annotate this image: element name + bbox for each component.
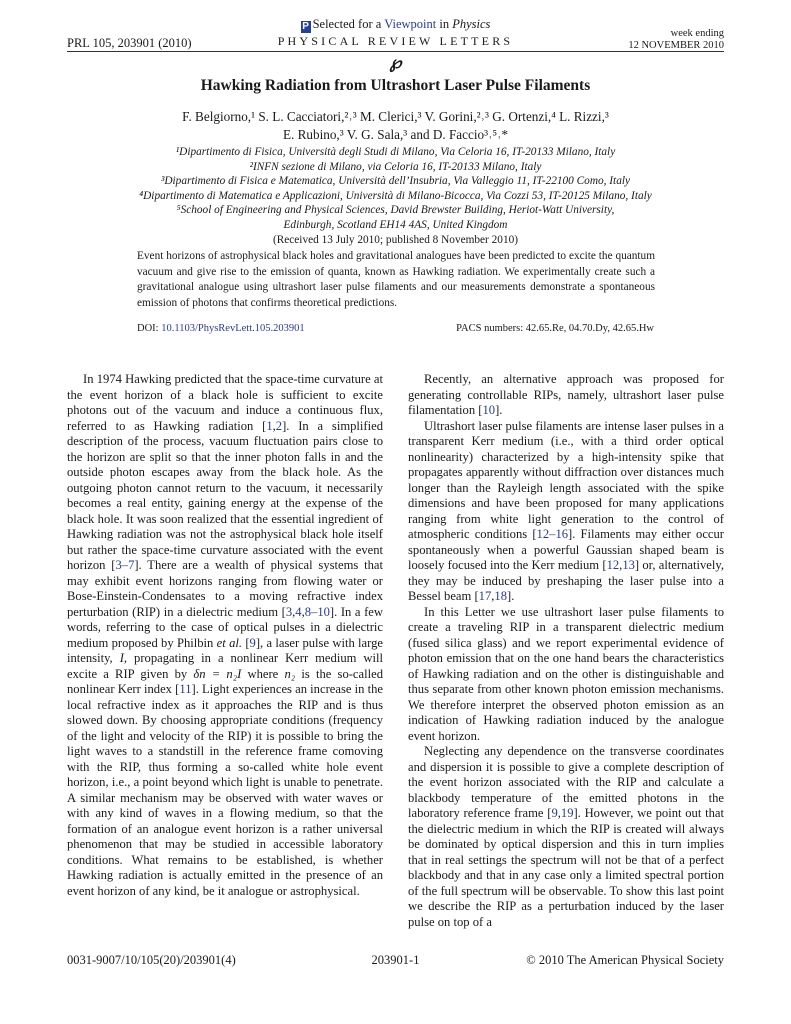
right-column [408,372,724,930]
affiliation: ²INFN sezione di Milano, via Celoria 16, IT-20133 Milano, Italy [249,160,542,173]
viewpoint-prefix: Selected for a [312,17,382,31]
footer-issn: 0031-9007/10/105(20)/203901(4) [67,953,236,967]
equation: δn = n₂I [193,666,242,681]
week-ending [628,28,724,52]
author-line-text: E. Rubino,³ V. G. Sala,³ and D. Faccio³˒⁵˒* [282,127,509,142]
author-list [0,108,791,144]
doi [137,323,305,334]
viewpoint-mid: in [439,17,450,31]
ref-link[interactable]: 3 [285,604,293,619]
affiliation: ⁵School of Engineering and Physical Sciences, David Brewster Building, Heriot-Watt University, [176,204,615,217]
ref-link[interactable]: 19 [560,806,574,820]
ref-link[interactable]: 18 [494,589,507,603]
affiliation: ¹Dipartimento di Fisica, Università degli Studi di Milano, Via Celoria 16, IT-20133 Milano, Italy [175,146,616,158]
viewpoint-journal: Physics [452,17,491,31]
doi-label: DOI: [137,323,159,334]
paragraph: Recently, an alternative approach was proposed for generating controllable RIPs, namely, ultrashort laser pulse filamentation [10]. [408,372,724,417]
pacs-numbers: PACS numbers: 42.65.Re, 04.70.Dy, 42.65.Hw [456,323,654,334]
affiliation: Edinburgh, Scotland EH14 4AS, United Kingdom [283,218,508,231]
left-column [67,372,383,899]
abstract: Event horizons of astrophysical black holes and gravitational analogues have been predicted to excite the quantum vacuum and give rise to the emission of quanta, known as Hawking radiation. We experimentally create such a gravitational analogue using ultrashort laser pulse filaments and our measurements demonstrate a spontaneous emission of photons that confirms theoretical predictions. [137,250,655,309]
ref-link[interactable]: 12–16 [536,527,569,541]
paragraph: In 1974 Hawking predicted that the space-time curvature at the event horizon of a black hole is sufficient to excite photons out of the vacuum and induce a continuous flux, referred to as Hawking radiation [1,2]. In a simplified description of the process, vacuum fluctuation pairs close to the horizon are split so that the inner photon falls in and the outside photon escapes away from the black hole. As the outgoing photon cannot return to the vacuum, it necessarily becomes a real entity, gaining energy at the expense of the black hole. It was soon realized that the essential ingredient of Hawking radiation was not the astrophysical black hole itself but rather the space-time curvature associated with the event horizon [3–7]. There are a wealth of physical systems that may exhibit event horizons ranging from flowing water or Bose-Einstein-Condensates to a moving refractive index perturbation (RIP) in a dielectric medium [3,4,8–10]. In a few words, referring to the case of optical pulses in a dielectric medium proposed by Philbin et al. [9], a laser pulse with large intensity, I, propagating in a nonlinear Kerr medium will excite a RIP given by δn = n₂I where n₂ is the so-called nonlinear Kerr index [11]. Light experiences an increase in the local refractive index as it approaches the RIP and is thus slowed down. By choosing appropriate conditions (frequency of the light and velocity of the RIP) it is possible to bring the light waves to a standstill in the reference frame comoving with the RIP, thus forming a so-called white hole event horizon, i.e., a point beyond which light is unable to penetrate. A similar mechanism may be observed with water waves or with any kind of waves in a flowing medium, so that the formation of an analogue event horizon is a rather universal phenomenon that may be studied in accessible laboratory conditions. What remains to be established, is whether Hawking radiation is actually emitted in the presence of an event horizon of any kind, be it analogue or astrophysical. [67,372,383,898]
viewpoint-link[interactable]: Viewpoint [384,17,437,31]
author-line [0,126,791,144]
week-ending-label: week ending [670,28,724,39]
header-rule [67,51,724,52]
ref-link[interactable]: 17 [478,589,492,603]
page-number: 203901-1 [371,953,420,967]
doi-link[interactable]: 10.1103/PhysRevLett.105.203901 [161,323,305,334]
ref-link[interactable]: 3–7 [115,558,135,572]
ref-link[interactable]: 2 [275,418,283,433]
intensity-symbol: I [119,651,124,665]
ref-link[interactable]: 11 [179,682,192,696]
week-ending-date: 12 NOVEMBER 2010 [628,40,724,51]
received-dates: (Received 13 July 2010; published 8 November 2010) [272,233,519,246]
ref-link[interactable]: 1 [266,418,273,433]
copyright: © 2010 The American Physical Society [526,953,724,967]
affiliation: ⁴Dipartimento di Matematica e Applicazioni, Università di Milano-Bicocca, Via Cozzi 53, IT-20125 Milano, Italy [139,189,652,202]
ref-link[interactable]: 10 [482,403,496,417]
ref-link[interactable]: 12 [606,558,620,572]
ref-link[interactable]: 13 [622,558,635,572]
paper-title: Hawking Radiation from Ultrashort Laser Pulse Filaments [200,77,591,94]
ref-link[interactable]: 4 [295,604,302,619]
paragraph: In this Letter we use ultrashort laser pulse filaments to create a traveling RIP in a transparent dielectric medium (fused silica glass) and we report experimental evidence of photon emission that on the one hand bears the characteristics of Hawking radiation and on the other is distinguishable and thus separate from other known photon emission mechanisms. We therefore interpret the observed photon emission as an indication of Hawking radiation induced by the analogue event horizon. [408,604,724,743]
editors-suggestion-seal-icon: ℘ [389,53,402,72]
affiliations [0,145,791,247]
ref-link[interactable]: 9 [249,635,256,650]
paragraph: Ultrashort laser pulse filaments are intense laser pulses in a transparent Kerr medium (i.e., with a third order optical nonlinearity) characterized by a high-intensity spike that propagates apparently without diffraction over distances much longer than the Rayleigh length associated with the spike dimensions and have been proposed for many applications ranging from white light generation to the control of atmospheric conditions [12–16]. Filaments may either occur spontaneously when a powerful Gaussian shaped beam is loosely focused into the Kerr medium [12,13] or, alternatively, they may be induced by preshaping the laser pulse into a Bessel beam [17,18]. [408,418,725,603]
citation: PRL 105, 203901 (2010) [67,36,192,50]
author-line: F. Belgiorno,¹ S. L. Cacciatori,²˒³ M. Clerici,³ V. Gorini,²˒³ G. Ortenzi,⁴ L. Rizzi,³ [182,109,609,124]
journal-name: PHYSICAL REVIEW LETTERS [277,34,514,48]
affiliation: ³Dipartimento di Fisica e Matematica, Università dell’Insubria, Via Valleggio 11, IT-22100 Como, Italy [160,175,630,188]
ref-link[interactable]: 8–10 [304,604,330,619]
physics-badge-icon: P [302,21,309,32]
paragraph: Neglecting any dependence on the transverse coordinates and dispersion it is possible to give a complete description of the event horizon associated with the RIP and calculate a blackbody temperature of the emitted photons in the laboratory reference frame [9,19]. However, we point out that the dielectric medium in which the RIP is created will always be dominated by optical dispersion and this in turn implies that in real settings the spectrum will not be that of a perfect blackbody and that in any case only a limited spectral portion of the full spectrum will be observable. To show this last point we describe the RIP as a perturbation induced by the laser pulse on top of a [408,744,724,929]
ref-link[interactable]: 9 [551,806,558,820]
